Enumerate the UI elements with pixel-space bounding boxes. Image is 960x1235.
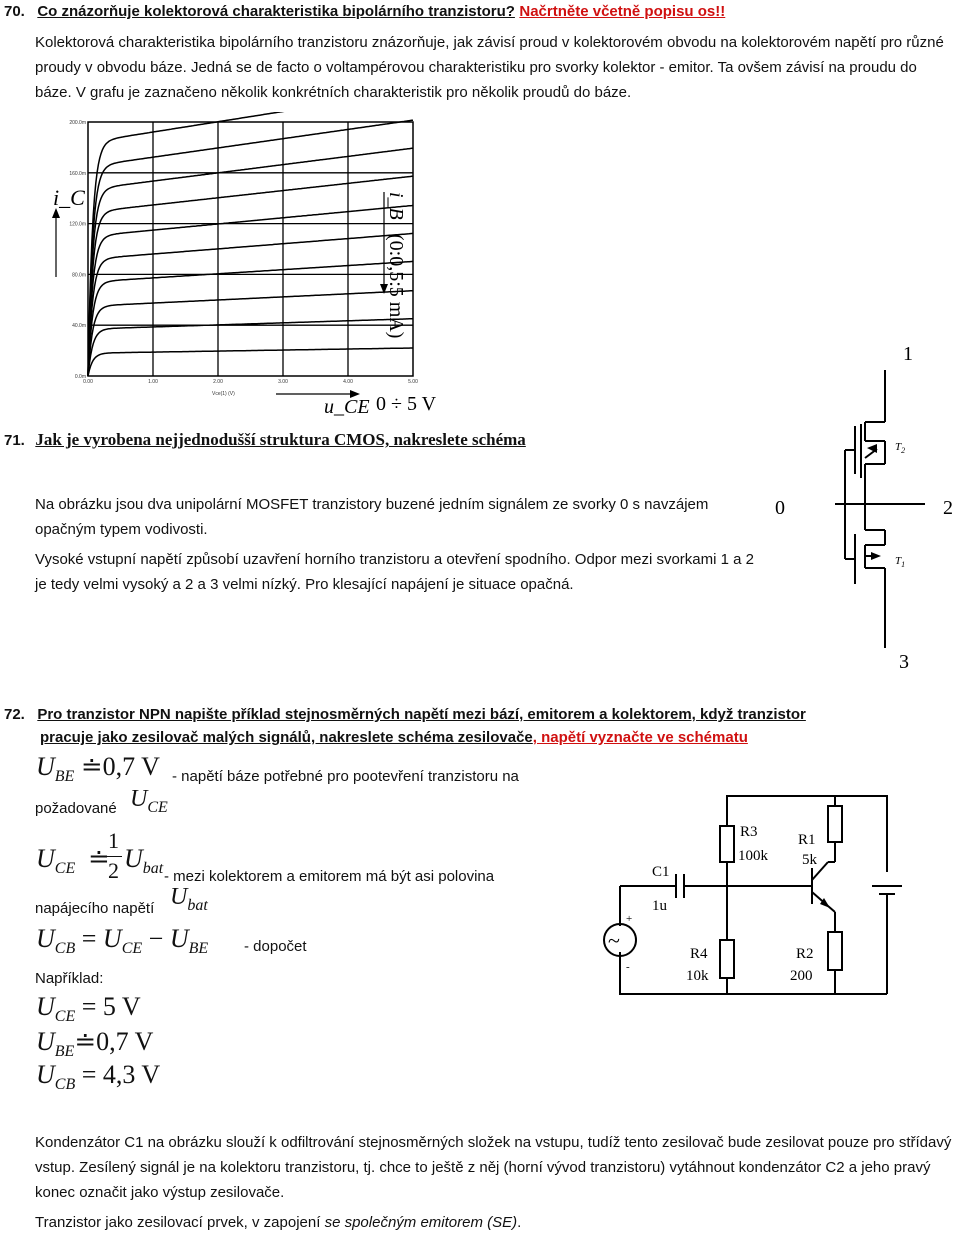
q70-number: 70.	[4, 3, 25, 20]
q70-title: Co znázorňuje kolektorová charakteristika bipolárního tranzistoru?	[37, 3, 515, 20]
x-tick-label: 3.00	[278, 379, 288, 385]
y-tick-label: 160.0m	[69, 170, 86, 177]
chart-x-ticks	[83, 379, 418, 385]
terminal-3: 3	[899, 651, 909, 673]
x-range: 0 ÷ 5 V	[376, 393, 437, 415]
q72-number: 72.	[4, 706, 25, 723]
q71-number: 71.	[4, 432, 25, 449]
characteristic-curve	[88, 148, 413, 376]
r2-value: 200	[790, 968, 813, 984]
x-tick-label: 5.00	[408, 379, 418, 385]
q70-title-red: Načrtněte včetně popisu os!!	[519, 3, 726, 20]
x-tick-label: 4.00	[343, 379, 353, 385]
ube-desc: - napětí báze potřebné pro pootevření tranzistoru na	[172, 768, 519, 785]
q72-last-line: Tranzistor jako zesilovací prvek, v zapojení se společným emitorem (SE).	[35, 1214, 522, 1231]
q72-title-line1: Pro tranzistor NPN napište příklad stejnosměrných napětí mezi bází, emitorem a kolektorem, když tranzistor	[37, 706, 806, 723]
characteristic-curve	[88, 319, 413, 376]
source-plus: +	[626, 913, 633, 925]
q72-title-line2: pracuje jako zesilovač malých signálů, nakreslete schéma zesilovače	[40, 729, 533, 746]
terminal-1: 1	[903, 343, 913, 365]
source-minus: -	[626, 961, 630, 973]
y-tick-label: 40.0m	[72, 323, 86, 330]
y-tick-label: 200.0m	[69, 120, 86, 126]
terminal-0: 0	[775, 497, 785, 519]
r3-value: 100k	[738, 848, 768, 864]
characteristic-curve	[88, 112, 413, 376]
chart-curves	[88, 112, 413, 376]
q71-paragraph-2: Vysoké vstupní napětí způsobí uzavření horního tranzistoru a otevření spodního. Odpor mezi svorkami 1 a 2 je tedy velmi vysoký a 2 a 3 velmi nízký. Pro klesající napájení je situace opačná.	[35, 551, 755, 593]
c1-label: C1	[652, 864, 670, 880]
ex-ube: $U_{BE}≐0,7$ V	[36, 1027, 154, 1061]
characteristic-curve	[88, 120, 413, 376]
characteristic-curve	[88, 261, 413, 376]
characteristic-curve	[88, 176, 413, 376]
ubat-symbol: $U_{bat}$	[170, 884, 208, 914]
example-label: Například:	[35, 970, 104, 987]
characteristic-curve	[88, 348, 413, 376]
y-tick-label: 80.0m	[72, 272, 86, 279]
amplifier-schematic	[592, 782, 922, 1002]
y-tick-label: 120.0m	[69, 221, 86, 228]
chart-y-ticks	[69, 120, 86, 380]
napajeciho: napájecího napětí	[35, 900, 155, 917]
r2-label: R2	[796, 946, 814, 962]
y-axis-label: i_C	[53, 185, 85, 210]
x-tick-label: 2.00	[213, 379, 223, 385]
q71-title: Jak je vyrobena nejjednodušší struktura CMOS, nakreslete schéma	[35, 430, 526, 449]
c1-value: 1u	[652, 898, 667, 914]
q72-heading	[4, 706, 806, 724]
q71-paragraph-1: Na obrázku jsou dva unipolární MOSFET tranzistory buzené jedním signálem ze svorky 0 s navzájem opačným typem vodivosti.	[35, 496, 709, 538]
uce-symbol: $U_{CE}$	[130, 786, 168, 816]
x-tick-label: 1.00	[148, 379, 158, 385]
y-tick-label: 0.0m	[74, 374, 86, 380]
uce-desc: - mezi kolektorem a emitorem má být asi polovina	[164, 868, 495, 885]
ex-uce: $U_{CE} = 5$ V	[36, 992, 141, 1026]
r4-label: R4	[690, 946, 708, 962]
collector-characteristic-chart	[40, 112, 440, 422]
x-caption: Vce(1) (V)	[212, 391, 235, 397]
q70-heading	[4, 3, 725, 21]
r1-value: 5k	[802, 852, 817, 868]
r1-label: R1	[798, 832, 816, 848]
x-axis-label: u_CE	[324, 396, 370, 418]
r4-value: 10k	[686, 968, 709, 984]
series-label: i_B	[385, 192, 407, 220]
q70-paragraph: Kolektorová charakteristika bipolárního tranzistoru znázorňuje, jak závisí proud v kolektorovém obvodu na kolektorovém napětí pro různé proudy v obvodu báze. Jedná se de facto o voltampérovou charakteristiku pro svorky kolektor - emitor. Ta ovšem závisí na proudu do báze. V grafu je zaznačeno několik konkrétních charakteristik pro několik proudů do báze.	[35, 34, 944, 101]
eq-ucb: $U_{CB} = U_{CE} - U_{BE}$	[36, 924, 209, 958]
q72-heading-line2	[40, 729, 748, 747]
label-t2: $T_2$	[895, 441, 906, 455]
x-tick-label: 0.00	[83, 379, 93, 385]
q72-title-red: , napětí vyznačte ve schématu	[532, 729, 748, 746]
characteristic-curve	[88, 291, 413, 376]
r3-label: R3	[740, 824, 758, 840]
characteristic-curve	[88, 233, 413, 376]
q71-heading	[4, 430, 526, 450]
terminal-2: 2	[943, 497, 953, 519]
series-range: (0:0,5:5 mA)	[385, 234, 407, 339]
ex-ucb: $U_{CB} = 4,3$ V	[36, 1060, 161, 1094]
q72-capacitor-paragraph: Kondenzátor C1 na obrázku slouží k odfiltrování stejnosměrných složek na vstupu, tudíž tento zesilovač bude zesilovat pouze pro střídavý vstup. Zesílený signál je na kolektoru tranzistoru, tj. chce to ještě z něj (horní vývod tranzistoru) vytáhnout kondenzátor C2 a jeho pravý konec označit jako výstup zesilovače.	[35, 1134, 952, 1201]
label-t1: $T_1$	[895, 555, 906, 569]
cmos-schematic	[765, 338, 960, 673]
ucb-desc: - dopočet	[244, 938, 307, 955]
source-symbol: ~	[608, 928, 620, 953]
eq-ube: $U_{BE}$ ≐0,7 V	[36, 752, 160, 786]
pozadovane: požadované	[35, 800, 117, 817]
